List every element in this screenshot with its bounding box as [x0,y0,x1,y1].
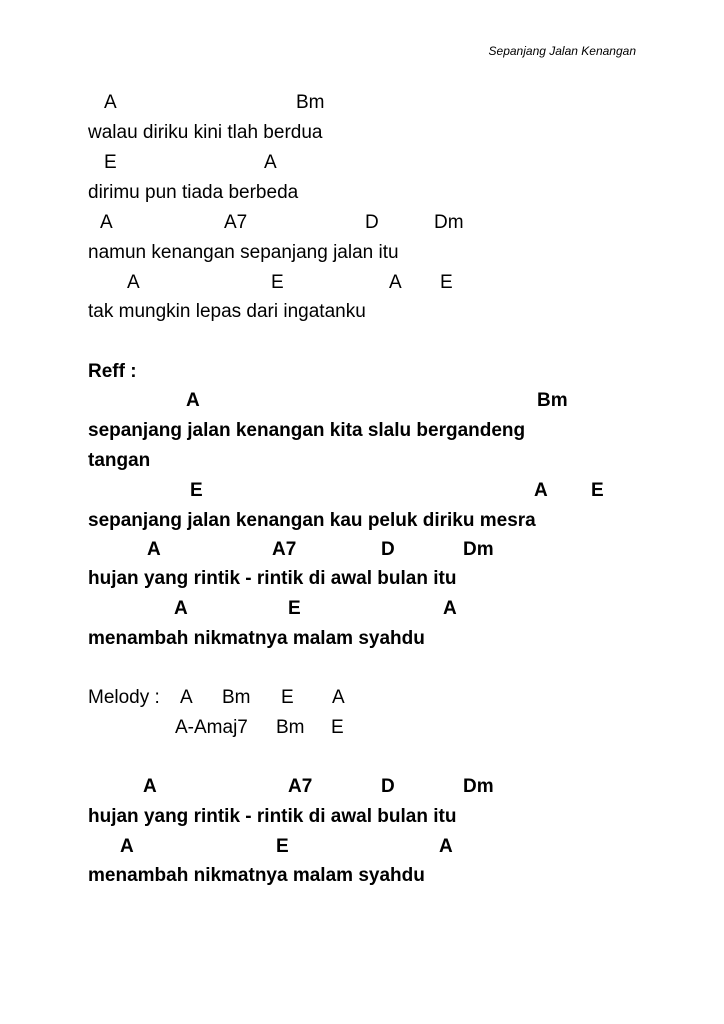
chord: E [591,480,604,501]
chord: A7 [288,776,313,797]
chord: Bm [537,390,568,411]
chord: A [332,687,345,708]
chord: Dm [463,776,494,797]
chord: A [389,272,402,293]
chord: A-Amaj7 [175,717,248,738]
chord: E [331,717,344,738]
chord: A [174,598,188,619]
chord: E [288,598,301,619]
chord: Dm [434,212,464,233]
chord: D [365,212,379,233]
lyric-line: namun kenangan sepanjang jalan itu [88,242,399,263]
chord: Bm [222,687,251,708]
chord: D [381,539,395,560]
chord: A [534,480,548,501]
chord: D [381,776,395,797]
chord: E [281,687,294,708]
chord: A [143,776,157,797]
chord: A [104,92,117,113]
chord: Bm [276,717,305,738]
chord: A [127,272,140,293]
lyric-line: hujan yang rintik - rintik di awal bulan itu [88,806,457,827]
chord: A [443,598,457,619]
chord: A7 [224,212,248,233]
chord: A [439,836,453,857]
chord: A [264,152,277,173]
chord: A7 [272,539,297,560]
lyric-line: tangan [88,450,151,471]
chord: Dm [463,539,494,560]
lyric-line: tak mungkin lepas dari ingatanku [88,301,366,322]
chord: A [120,836,134,857]
chord: A [180,687,193,708]
lyric-line: menambah nikmatnya malam syahdu [88,628,425,649]
lyric-line: menambah nikmatnya malam syahdu [88,865,425,886]
chord: E [271,272,284,293]
lyric-line: hujan yang rintik - rintik di awal bulan itu [88,568,457,589]
chord: A [100,212,113,233]
chord: E [276,836,289,857]
chord: A [147,539,161,560]
section-label: Reff : [88,361,137,382]
header-title: Sepanjang Jalan Kenangan [488,44,636,58]
lyric-line: dirimu pun tiada berbeda [88,182,299,203]
lyric-line: walau diriku kini tlah berdua [88,122,323,143]
chord: E [190,480,203,501]
chord: E [440,272,453,293]
chord: Bm [296,92,325,113]
section-label: Melody : [88,687,160,708]
lyric-line: sepanjang jalan kenangan kau peluk diriku mesra [88,510,536,531]
chord: A [186,390,200,411]
chord: E [104,152,117,173]
lyric-line: sepanjang jalan kenangan kita slalu bergandeng [88,420,526,441]
